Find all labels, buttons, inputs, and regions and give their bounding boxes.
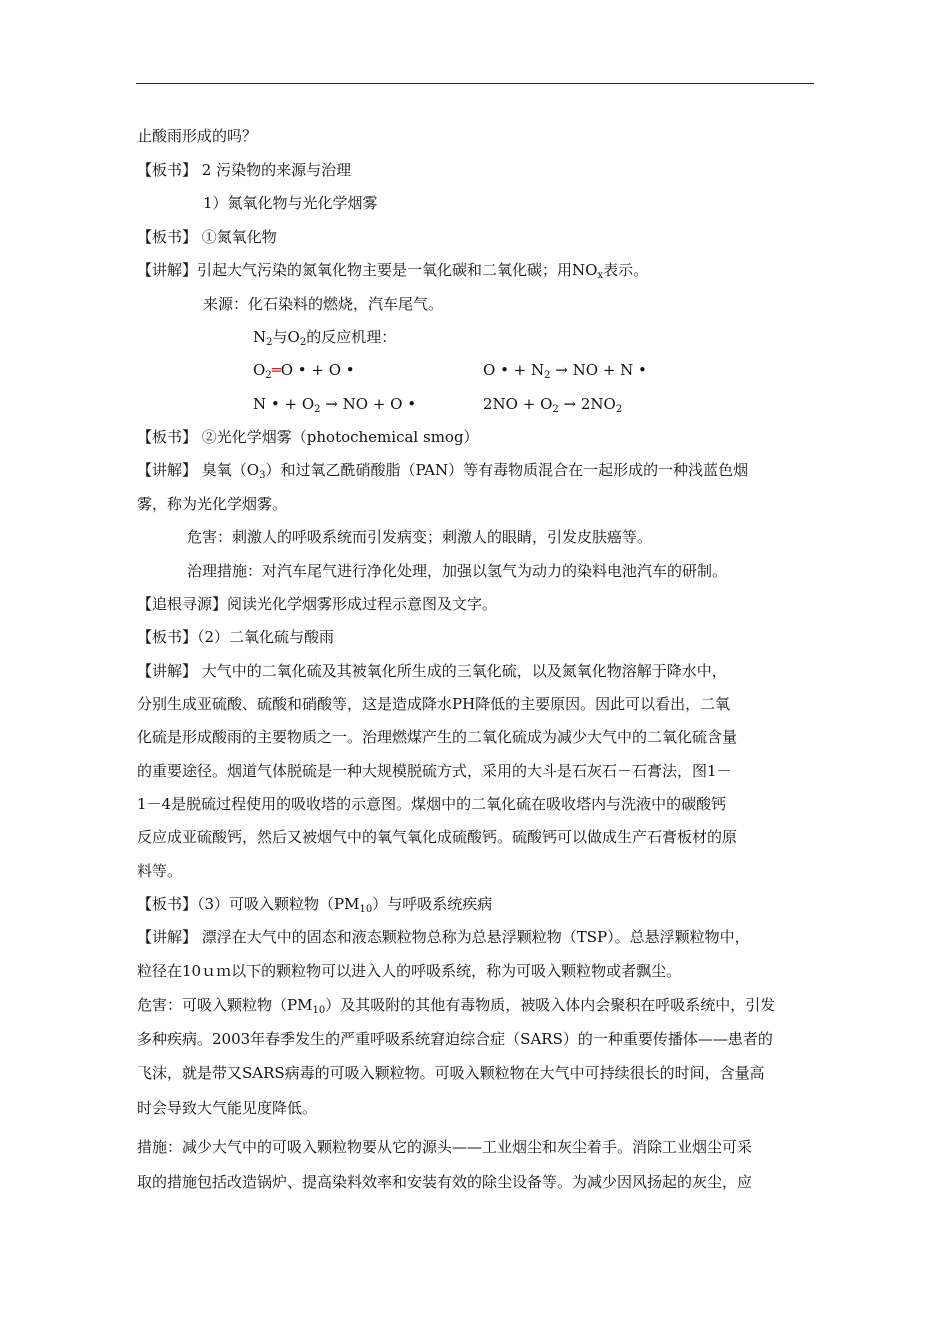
text-span: 2NO + O (483, 395, 553, 413)
text-span: 【板书】（3）可吸入颗粒物（PM (137, 895, 360, 913)
text-span: 危害：可吸入颗粒物（PM (137, 996, 313, 1014)
text-line: 1）氮氧化物与光化学烟雾 (203, 194, 378, 212)
text-span: O • + O • (280, 361, 355, 379)
subscript: 2 (615, 404, 623, 415)
text-span: 【讲解】 臭氧（O (137, 461, 260, 479)
text-line: 【板书】 ②光化学烟雾（photochemical smog） (137, 428, 479, 446)
equation (483, 360, 647, 380)
text-line: 粒径在10ｕｍ以下的颗粒物可以进入人的呼吸系统，称为可吸入颗粒物或者飘尘。 (137, 962, 682, 980)
subscript: 10 (359, 904, 373, 915)
text-line: 反应成亚硫酸钙，然后又被烟气中的氧气氧化成硫酸钙。硫酸钙可以做成生产石膏板材的原 (137, 828, 738, 846)
text-line: 危害：刺激人的呼吸系统而引发病变；刺激人的眼睛，引发皮肤癌等。 (187, 528, 653, 546)
text-line: 【讲解】 大气中的二氧化硫及其被氧化所生成的三氧化硫，以及氮氧化物溶解于降水中， (137, 662, 727, 680)
text-line (137, 260, 648, 280)
text-line: 止酸雨形成的吗？ (137, 127, 258, 145)
equation (253, 360, 355, 380)
text-span: ）与呼吸系统疾病 (372, 895, 493, 913)
text-span: 【讲解】引起大气污染的氮氧化物主要是一氧化碳和二氧化碳；用NO (137, 261, 598, 279)
text-line: 雾，称为光化学烟雾。 (137, 495, 288, 513)
text-line: 时会导致大气能见度降低。 (137, 1099, 318, 1117)
text-span: → NO + N • (550, 361, 647, 379)
text-line (137, 894, 492, 914)
text-span: ）及其吸附的其他有毒物质，被吸入体内会聚积在呼吸系统中，引发 (325, 996, 776, 1014)
subscript: x (597, 270, 604, 281)
text-line: 措施：减少大气中的可吸入颗粒物要从它的源头——工业烟尘和灰尘着手。消除工业烟尘可采 (137, 1138, 753, 1156)
text-span: → NO + O • (320, 395, 417, 413)
text-line: 飞沫，就是带又SARS病毒的可吸入颗粒物。可吸入颗粒物在大气中可持续很长的时间，含量高 (137, 1064, 765, 1082)
text-line: 分别生成亚硫酸、硫酸和硝酸等，这是造成降水PH降低的主要原因。因此可以看出，二氧 (137, 695, 731, 713)
text-span: → 2NO (558, 395, 616, 413)
text-span: 的反应机理： (306, 328, 397, 346)
text-line: 化硫是形成酸雨的主要物质之一。治理燃煤产生的二氧化硫成为减少大气中的二氧化硫含量 (137, 728, 738, 746)
text-span: 表示。 (603, 261, 649, 279)
text-line: 取的措施包括改造锅炉、提高染料效率和安装有效的除尘设备等。为减少因风扬起的灰尘，应 (137, 1173, 753, 1191)
text-line: 【板书】 ①氮氧化物 (137, 228, 277, 246)
text-span: O (253, 361, 266, 379)
equation (253, 394, 416, 414)
subscript: 2 (265, 370, 272, 381)
text-line: 【追根寻源】阅读光化学烟雾形成过程示意图及文字。 (137, 595, 498, 613)
text-line: 多种疾病。2003年春季发生的严重呼吸系统窘迫综合症（SARS）的一种重要传播体——患者的 (137, 1030, 773, 1048)
text-line: 【板书】（2）二氧化硫与酸雨 (137, 628, 335, 646)
subscript: 2 (299, 337, 307, 348)
text-span: N • + O (253, 395, 315, 413)
text-span: ）和过氧乙酰硝酸脂（PAN）等有毒物质混合在一起形成的一种浅蓝色烟 (265, 461, 749, 479)
text-span: O • + N (483, 361, 545, 379)
text-line: 【板书】 2 污染物的来源与治理 (137, 161, 352, 179)
text-line (137, 460, 748, 480)
subscript: 2 (314, 404, 321, 415)
text-line: 料等。 (137, 862, 183, 880)
text-span: N (253, 328, 267, 346)
subscript: 2 (552, 404, 559, 415)
double-bond-sign: ═ (271, 361, 281, 379)
subscript: 2 (266, 337, 273, 348)
text-line: 治理措施：对汽车尾气进行净化处理，加强以氢气为动力的染料电池汽车的研制。 (187, 562, 728, 580)
text-line: 来源：化石染料的燃烧，汽车尾气。 (203, 295, 444, 313)
equation (483, 394, 622, 414)
subscript: 3 (259, 470, 266, 481)
header-rule (136, 83, 814, 84)
text-line: 的重要途径。烟道气体脱硫是一种大规模脱硫方式，采用的大斗是石灰石－石膏法，图1－ (137, 762, 732, 780)
text-line: 1－4是脱硫过程使用的吸收塔的示意图。煤烟中的二氧化硫在吸收塔内与洗液中的碳酸钙 (137, 795, 727, 813)
text-span: 与O (272, 328, 300, 346)
text-line (137, 995, 775, 1015)
text-line: 【讲解】 漂浮在大气中的固态和液态颗粒物总称为总悬浮颗粒物（TSP）。总悬浮颗粒物中， (137, 928, 750, 946)
subscript: 2 (544, 370, 551, 381)
text-line (253, 327, 396, 347)
subscript: 10 (312, 1005, 326, 1016)
